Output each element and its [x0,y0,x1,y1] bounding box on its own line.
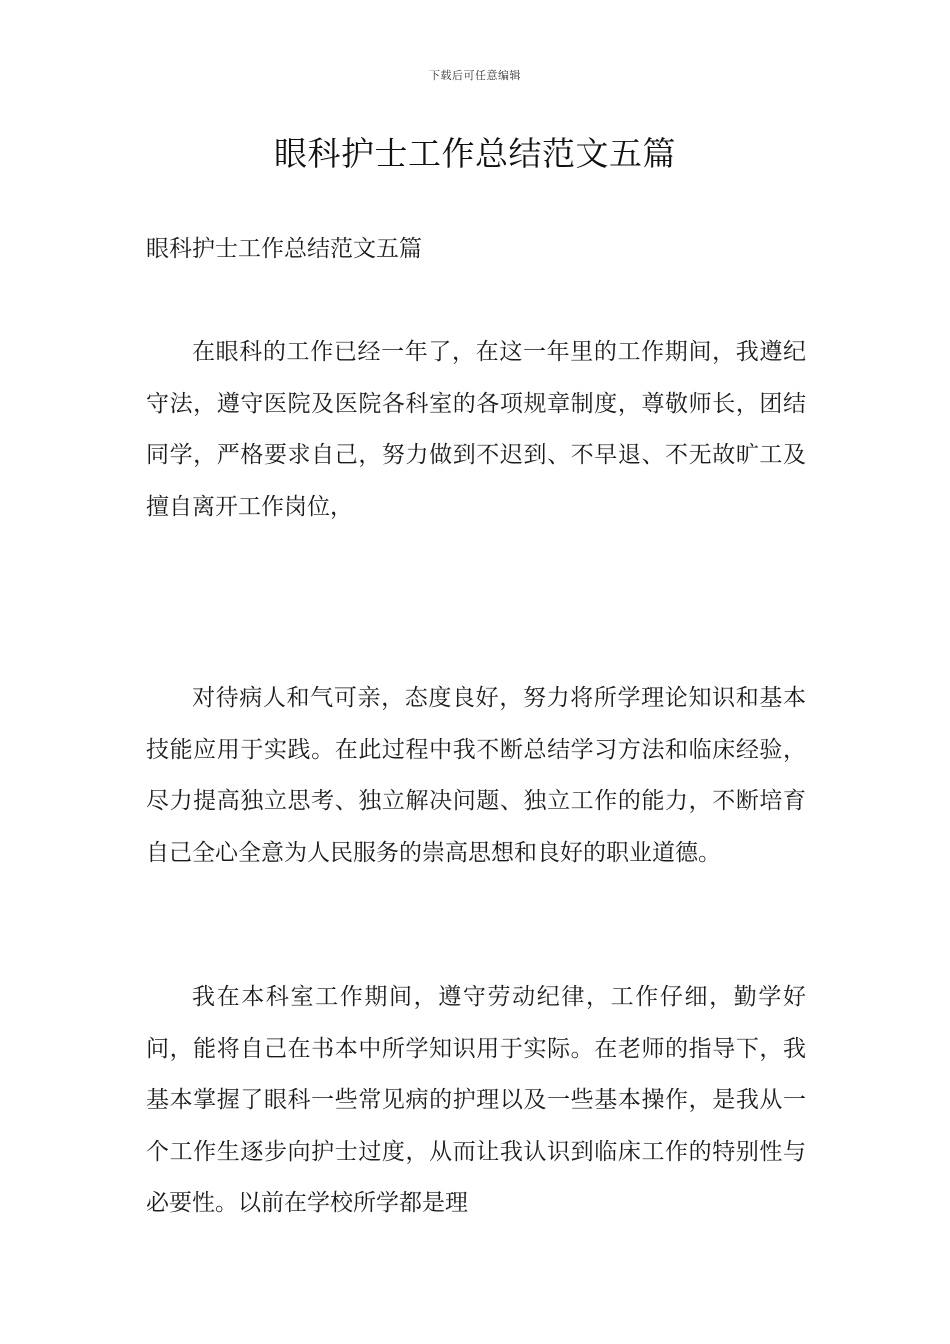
document-title: 眼科护士工作总结范文五篇 [274,134,676,173]
body-paragraph: 对待病人和气可亲，态度良好，努力将所学理论知识和基本技能应用于实践。在此过程中我不断总结学习方法和临床经验，尽力提高独立思考、独立解决问题、独立工作的能力，不断培育自己全心全意为人民服务的崇高思想和良好的职业道德。 [146,685,806,866]
body-paragraph: 我在本科室工作期间，遵守劳动纪律，工作仔细，勤学好问，能将自己在书本中所学知识用于实际。在老师的指导下，我基本掌握了眼科一些常见病的护理以及一些基本操作，是我从一个工作生逐步向护士过度，从而让我认识到临床工作的特别性与必要性。以前在学校所学都是理 [146,984,806,1216]
document-subtitle: 眼科护士工作总结范文五篇 [146,236,422,262]
body-paragraph: 在眼科的工作已经一年了，在这一年里的工作期间，我遵纪守法，遵守医院及医院各科室的各项规章制度，尊敬师长，团结同学，严格要求自己，努力做到不迟到、不早退、不无故旷工及擅自离开工作岗位， [146,339,806,520]
page-header-note: 下载后可任意编辑 [429,69,521,82]
